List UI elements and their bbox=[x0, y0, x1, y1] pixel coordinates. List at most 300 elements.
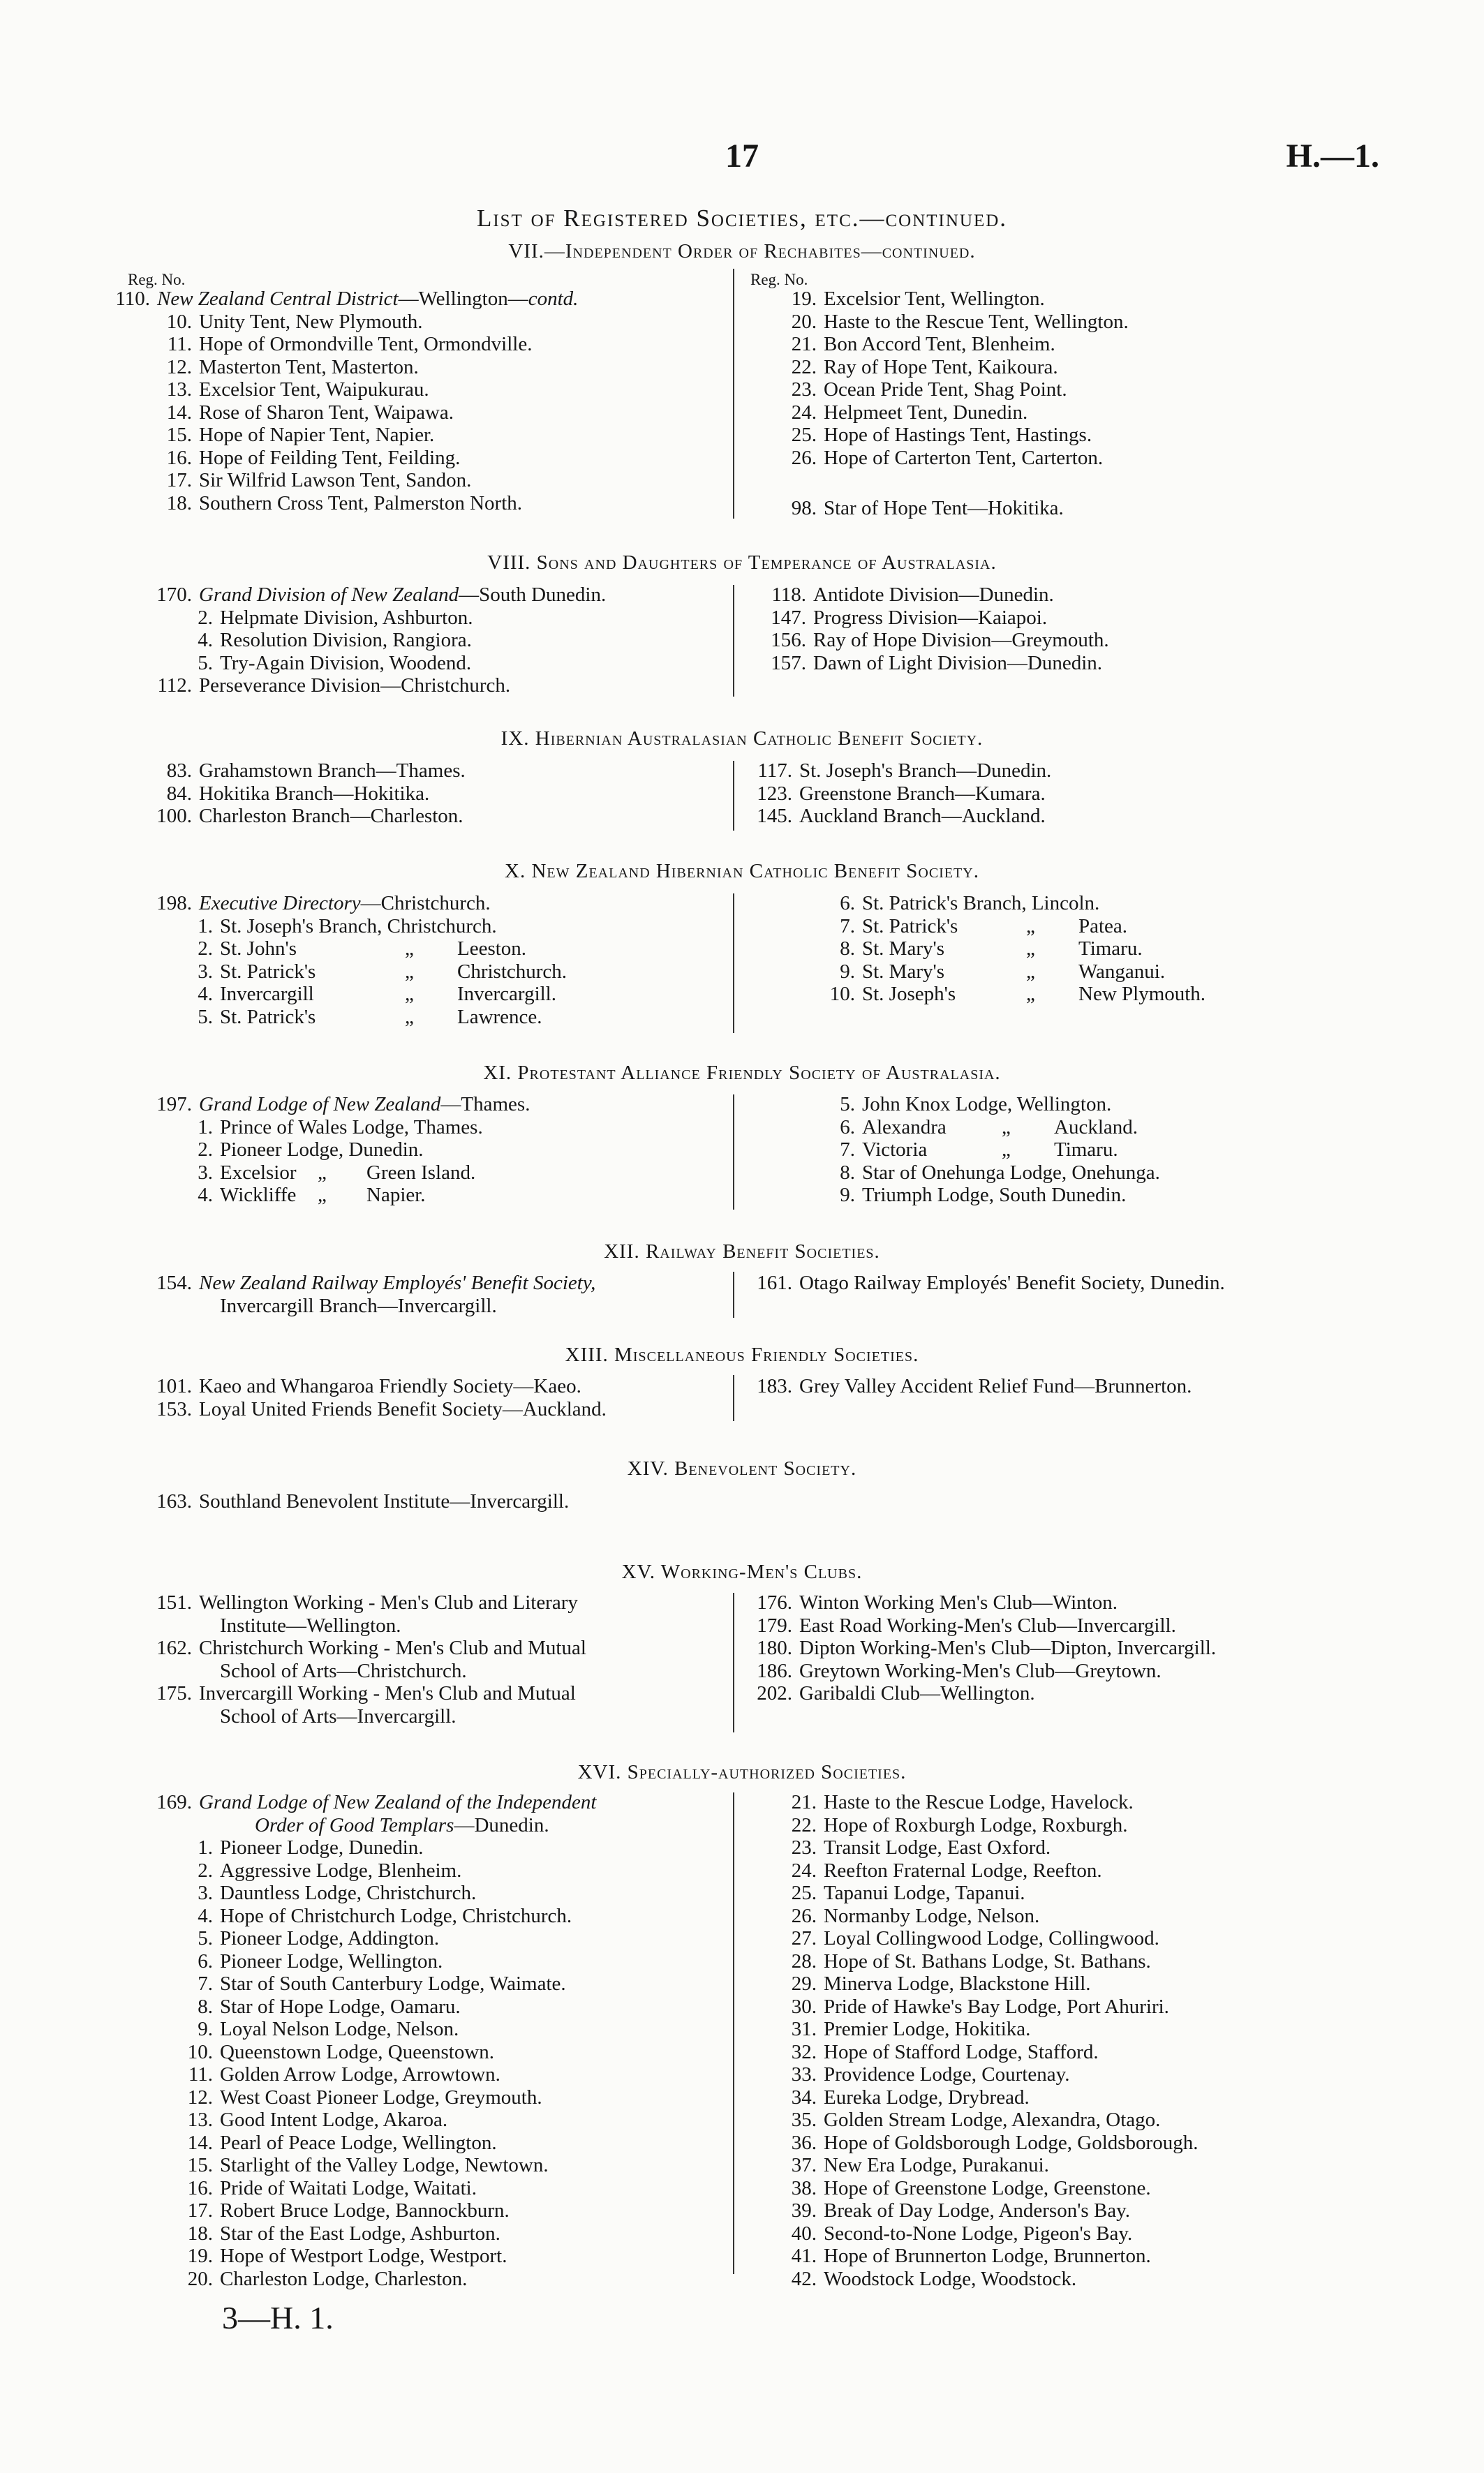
reg-number: 18. bbox=[187, 2222, 213, 2245]
reg-number: 183. bbox=[757, 1375, 792, 1397]
society-name: Prince of Wales Lodge, Thames. bbox=[220, 1115, 483, 1138]
section-vii-left-list bbox=[84, 288, 726, 514]
branch-location: Patea. bbox=[1078, 914, 1128, 937]
reg-number: 6. bbox=[840, 1115, 855, 1138]
section-viii-right-list bbox=[740, 584, 1368, 674]
branch-location: Lawrence. bbox=[457, 1005, 542, 1028]
society-name: Charleston Lodge, Charleston. bbox=[220, 2267, 468, 2290]
section-xii-left-list bbox=[126, 1272, 733, 1317]
society-name: Grey Valley Accident Relief Fund—Brunnerton. bbox=[799, 1375, 1192, 1397]
reg-number: 26. bbox=[791, 1904, 817, 1927]
society-name: Bon Accord Tent, Blenheim. bbox=[824, 333, 1055, 355]
list-item bbox=[750, 2063, 1420, 2086]
society-name: Pride of Hawke's Bay Lodge, Port Ahuriri. bbox=[824, 1995, 1169, 2018]
section-xi-right-list bbox=[789, 1093, 1417, 1207]
reg-number: 8. bbox=[198, 1995, 213, 2018]
branch-location: Auckland. bbox=[1054, 1115, 1138, 1138]
list-item bbox=[726, 782, 1354, 805]
society-name: Reefton Fraternal Lodge, Reefton. bbox=[824, 1859, 1102, 1882]
section-vii-heading: VII.—Independent Order of Rechabites—continued. bbox=[508, 240, 976, 262]
branch-location: Green Island. bbox=[366, 1161, 476, 1184]
society-name: Hope of St. Bathans Lodge, St. Bathans. bbox=[824, 1950, 1151, 1973]
society-name: Hope of Ormondville Tent, Ormondville. bbox=[199, 333, 533, 355]
list-item bbox=[126, 2177, 726, 2200]
reg-number: 22. bbox=[791, 355, 817, 378]
section-ix-heading: IX. Hibernian Australasian Catholic Benefit Society. bbox=[500, 727, 984, 750]
reg-number: 147. bbox=[771, 606, 806, 629]
reg-number: 25. bbox=[791, 1882, 817, 1904]
branch-name: St. Patrick's bbox=[862, 914, 958, 937]
reg-number: 34. bbox=[791, 2086, 817, 2109]
list-item bbox=[750, 2222, 1420, 2245]
reg-number: 4. bbox=[198, 629, 213, 651]
reg-number: 3. bbox=[198, 1882, 213, 1904]
page-number: 17 bbox=[725, 138, 759, 174]
list-item bbox=[740, 629, 1368, 652]
society-name: Excelsior Tent, Wellington. bbox=[824, 288, 1045, 310]
society-name: Hope of Brunnerton Lodge, Brunnerton. bbox=[824, 2245, 1151, 2267]
society-name: Antidote Division—Dunedin. bbox=[813, 584, 1054, 606]
reg-number: 42. bbox=[791, 2267, 817, 2290]
list-item bbox=[126, 1093, 726, 1116]
reg-number: 7. bbox=[198, 1973, 213, 1995]
society-name: Charleston Branch—Charleston. bbox=[199, 805, 463, 827]
list-item bbox=[789, 915, 1417, 938]
society-name: Hope of Westport Lodge, Westport. bbox=[220, 2245, 507, 2267]
branch-location: New Plymouth. bbox=[1078, 983, 1206, 1005]
reg-number: 32. bbox=[791, 2040, 817, 2063]
society-name-continued bbox=[199, 1814, 549, 1837]
branch-name: Invercargill bbox=[220, 983, 314, 1005]
society-name: Try-Again Division, Woodend. bbox=[220, 651, 472, 674]
reg-number: 27. bbox=[791, 1927, 817, 1950]
list-item bbox=[126, 1836, 726, 1859]
ditto-mark: „ bbox=[405, 960, 414, 983]
list-item bbox=[726, 1375, 1354, 1398]
society-name-italic: Grand Division of New Zealand bbox=[199, 584, 459, 606]
reg-number: 4. bbox=[198, 1904, 213, 1927]
section-vii-right-extra bbox=[750, 497, 1379, 520]
reg-number: 157. bbox=[771, 651, 806, 674]
list-item bbox=[84, 378, 726, 401]
society-name: St. Patrick's Branch, Lincoln. bbox=[862, 892, 1100, 914]
ditto-mark: „ bbox=[405, 937, 414, 960]
section-xvi-left-first bbox=[126, 1791, 733, 1836]
reg-number: 18. bbox=[166, 491, 192, 514]
section-xi-heading: XI. Protestant Alliance Friendly Society of Australasia. bbox=[483, 1062, 1001, 1084]
society-name: Eureka Lodge, Drybread. bbox=[824, 2086, 1030, 2109]
list-item bbox=[126, 1184, 726, 1207]
list-item bbox=[126, 607, 726, 630]
reg-number: 10. bbox=[187, 2040, 213, 2063]
reg-number: 20. bbox=[791, 310, 817, 333]
society-name: Hope of Roxburgh Lodge, Roxburgh. bbox=[824, 1813, 1128, 1836]
section-viii-heading: VIII. Sons and Daughters of Temperance of Australasia. bbox=[487, 551, 997, 574]
section-xi-left-list bbox=[126, 1093, 726, 1207]
reg-number: 38. bbox=[791, 2176, 817, 2199]
reg-number: 100. bbox=[156, 805, 192, 827]
society-name: Southern Cross Tent, Palmerston North. bbox=[199, 491, 523, 514]
reg-number: 5. bbox=[840, 1093, 855, 1115]
society-name: Hope of Feilding Tent, Feilding. bbox=[199, 446, 461, 469]
section-xvi-left-list bbox=[126, 1836, 726, 2290]
reg-number: 117. bbox=[757, 759, 792, 782]
section-ix-right-list bbox=[726, 759, 1354, 828]
reg-number: 154. bbox=[156, 1272, 192, 1294]
society-branch: Invercargill Branch—Invercargill. bbox=[220, 1294, 497, 1317]
list-item bbox=[126, 915, 726, 938]
society-name: Woodstock Lodge, Woodstock. bbox=[824, 2267, 1077, 2290]
list-item bbox=[750, 2041, 1420, 2064]
list-item bbox=[750, 424, 1379, 447]
page-title: List of Registered Societies, etc.—continued. bbox=[476, 205, 1008, 232]
section-xv-right-list bbox=[726, 1591, 1396, 1705]
ditto-mark: „ bbox=[318, 1184, 327, 1206]
reg-number: 7. bbox=[840, 1138, 855, 1161]
list-item-continued bbox=[126, 1660, 726, 1683]
list-item bbox=[126, 2041, 726, 2064]
list-item bbox=[750, 401, 1379, 424]
ditto-mark: „ bbox=[405, 983, 414, 1005]
society-name: Auckland Branch—Auckland. bbox=[799, 805, 1046, 827]
section-xv-left-list bbox=[126, 1591, 726, 1728]
reg-number: 7. bbox=[840, 914, 855, 937]
society-name: Tapanui Lodge, Tapanui. bbox=[824, 1882, 1025, 1904]
reg-no-label-left: Reg. No. bbox=[128, 271, 186, 288]
reg-number: 11. bbox=[167, 333, 192, 355]
section-xv-heading: XV. Working-Men's Clubs. bbox=[621, 1561, 863, 1583]
list-item bbox=[750, 2199, 1420, 2222]
list-item bbox=[126, 1950, 726, 1973]
list-item bbox=[126, 983, 726, 1006]
society-name: Pride of Waitati Lodge, Waitati. bbox=[220, 2176, 477, 2199]
society-location: —Dunedin. bbox=[454, 1813, 549, 1836]
society-name: Pioneer Lodge, Addington. bbox=[220, 1927, 440, 1950]
society-name: Robert Bruce Lodge, Bannockburn. bbox=[220, 2199, 510, 2222]
society-name bbox=[199, 1682, 576, 1705]
society-name: Pearl of Peace Lodge, Wellington. bbox=[220, 2131, 497, 2154]
reg-number: 29. bbox=[791, 1973, 817, 1995]
reg-number: 197. bbox=[156, 1093, 192, 1115]
list-item bbox=[126, 2018, 726, 2041]
list-item bbox=[750, 378, 1379, 401]
society-name: Garibaldi Club—Wellington. bbox=[799, 1682, 1035, 1705]
society-location: —Wellington— bbox=[398, 288, 528, 310]
list-item bbox=[750, 2086, 1420, 2109]
list-item bbox=[750, 2109, 1420, 2132]
list-item bbox=[126, 1375, 726, 1398]
list-item-continued bbox=[126, 1705, 726, 1728]
society-name: St. Joseph's Branch, Christchurch. bbox=[220, 914, 497, 937]
ditto-mark: „ bbox=[1026, 914, 1035, 937]
society-name bbox=[199, 584, 606, 607]
reg-number: 8. bbox=[840, 1161, 855, 1184]
list-item bbox=[126, 2154, 726, 2177]
list-item bbox=[126, 2199, 726, 2222]
reg-number: 3. bbox=[198, 960, 213, 983]
society-name: Hope of Napier Tent, Napier. bbox=[199, 424, 435, 446]
reg-number: 153. bbox=[156, 1397, 192, 1420]
list-item bbox=[726, 1614, 1396, 1637]
reg-number: 41. bbox=[791, 2245, 817, 2267]
reg-number: 169. bbox=[156, 1791, 192, 1813]
reg-number: 19. bbox=[187, 2245, 213, 2267]
reg-number: 21. bbox=[791, 1791, 817, 1813]
list-item bbox=[750, 288, 1379, 311]
section-xvi-heading: XVI. Specially-authorized Societies. bbox=[577, 1761, 907, 1783]
branch-location: Christchurch. bbox=[457, 960, 567, 983]
list-item bbox=[126, 1973, 726, 1996]
section-xiii-right-list bbox=[726, 1375, 1354, 1398]
list-item bbox=[84, 469, 726, 492]
society-name-italic-cont: Order of Good Templars bbox=[255, 1813, 454, 1836]
reg-number: 24. bbox=[791, 1859, 817, 1882]
society-name: Winton Working Men's Club—Winton. bbox=[799, 1591, 1118, 1614]
society-name bbox=[199, 1093, 530, 1116]
branch-name: St. Mary's bbox=[862, 960, 945, 983]
society-name: Progress Division—Kaiapoi. bbox=[813, 606, 1048, 629]
ditto-mark: „ bbox=[1026, 983, 1035, 1005]
list-item bbox=[126, 1927, 726, 1950]
list-item bbox=[126, 2063, 726, 2086]
branch-name: St. Patrick's bbox=[220, 1005, 316, 1028]
list-item bbox=[726, 1591, 1396, 1614]
society-name: Queenstown Lodge, Queenstown. bbox=[220, 2040, 495, 2063]
list-item bbox=[126, 2222, 726, 2245]
section-x-left-list bbox=[126, 892, 726, 1028]
branch-name: Victoria bbox=[862, 1138, 928, 1161]
society-name: Minerva Lodge, Blackstone Hill. bbox=[824, 1973, 1091, 1995]
reg-number: 123. bbox=[757, 782, 792, 805]
list-item bbox=[750, 1927, 1420, 1950]
reg-number: 101. bbox=[156, 1375, 192, 1397]
society-name bbox=[220, 983, 556, 1006]
reg-number: 161. bbox=[757, 1272, 792, 1294]
reg-number: 13. bbox=[166, 378, 192, 401]
society-name-line2: Institute—Wellington. bbox=[220, 1614, 401, 1637]
society-name: Hokitika Branch—Hokitika. bbox=[199, 782, 430, 805]
society-name: Greenstone Branch—Kumara. bbox=[799, 782, 1046, 805]
branch-location: Wanganui. bbox=[1078, 960, 1166, 983]
list-item bbox=[126, 1006, 726, 1029]
reg-number: 4. bbox=[198, 1184, 213, 1206]
society-name: Pioneer Lodge, Dunedin. bbox=[220, 1836, 424, 1859]
society-name: Hope of Stafford Lodge, Stafford. bbox=[824, 2040, 1099, 2063]
list-item bbox=[126, 1905, 726, 1928]
list-item bbox=[750, 1973, 1420, 1996]
society-name bbox=[220, 1006, 542, 1029]
reg-number: 156. bbox=[771, 629, 806, 651]
reg-number: 198. bbox=[156, 892, 192, 914]
list-item bbox=[126, 652, 726, 675]
branch-name: Wickliffe bbox=[220, 1184, 297, 1206]
list-item bbox=[726, 1682, 1396, 1705]
section-xiv-list bbox=[126, 1490, 754, 1513]
society-name: Star of South Canterbury Lodge, Waimate. bbox=[220, 1973, 566, 1995]
society-name: East Road Working-Men's Club—Invercargill. bbox=[799, 1614, 1176, 1637]
society-name bbox=[199, 1591, 578, 1614]
list-item bbox=[750, 311, 1379, 334]
list-item bbox=[126, 1138, 726, 1161]
society-name: Normanby Lodge, Nelson. bbox=[824, 1904, 1040, 1927]
reg-number: 13. bbox=[187, 2109, 213, 2131]
society-name-line1: Christchurch Working - Men's Club and Mutual bbox=[199, 1637, 586, 1659]
society-name: Ocean Pride Tent, Shag Point. bbox=[824, 378, 1067, 401]
branch-location: Invercargill. bbox=[457, 983, 556, 1005]
document-reference: H.—1. bbox=[1286, 138, 1379, 174]
society-name: Unity Tent, New Plymouth. bbox=[199, 310, 423, 333]
list-item bbox=[126, 782, 726, 805]
society-name: John Knox Lodge, Wellington. bbox=[862, 1093, 1112, 1115]
reg-number: 19. bbox=[791, 288, 817, 310]
list-item bbox=[126, 584, 726, 607]
list-item bbox=[750, 2154, 1420, 2177]
society-name: Second-to-None Lodge, Pigeon's Bay. bbox=[824, 2222, 1133, 2245]
list-item bbox=[750, 1950, 1420, 1973]
society-location: —South Dunedin. bbox=[459, 584, 607, 606]
list-item bbox=[750, 1859, 1420, 1882]
society-name: Masterton Tent, Masterton. bbox=[199, 355, 419, 378]
ditto-mark: „ bbox=[1026, 960, 1035, 983]
branch-name: St. Joseph's bbox=[862, 983, 956, 1005]
reg-number: 5. bbox=[198, 651, 213, 674]
society-name: Aggressive Lodge, Blenheim. bbox=[220, 1859, 462, 1882]
reg-number: 40. bbox=[791, 2222, 817, 2245]
list-item bbox=[126, 1637, 726, 1660]
list-item bbox=[750, 2132, 1420, 2155]
list-item bbox=[126, 674, 726, 697]
society-name-italic: New Zealand Railway Employés' Benefit Society, bbox=[199, 1272, 596, 1294]
list-item bbox=[789, 1093, 1417, 1116]
reg-number: 145. bbox=[757, 805, 792, 827]
society-name: Dipton Working-Men's Club—Dipton, Invercargill. bbox=[799, 1637, 1217, 1659]
list-item bbox=[750, 2018, 1420, 2041]
reg-number: 17. bbox=[166, 469, 192, 491]
society-name: Golden Stream Lodge, Alexandra, Otago. bbox=[824, 2109, 1161, 2131]
list-item bbox=[84, 288, 726, 311]
branch-location: Timaru. bbox=[1054, 1138, 1118, 1161]
reg-number: 2. bbox=[198, 937, 213, 960]
reg-number: 16. bbox=[187, 2176, 213, 2199]
reg-number: 162. bbox=[156, 1637, 192, 1659]
society-name bbox=[862, 1116, 1138, 1139]
list-item bbox=[789, 937, 1417, 960]
society-location: —Christchurch. bbox=[360, 892, 491, 914]
society-location: —Thames. bbox=[440, 1093, 530, 1115]
list-item bbox=[126, 1116, 726, 1139]
reg-number: 179. bbox=[757, 1614, 792, 1637]
list-item bbox=[126, 2132, 726, 2155]
column-divider bbox=[733, 1792, 734, 2274]
reg-number: 202. bbox=[757, 1682, 792, 1705]
list-item bbox=[126, 805, 726, 828]
society-name: Loyal Nelson Lodge, Nelson. bbox=[220, 2018, 459, 2040]
society-name: Otago Railway Employés' Benefit Society, Dunedin. bbox=[799, 1272, 1225, 1294]
society-name: Haste to the Rescue Lodge, Havelock. bbox=[824, 1791, 1134, 1813]
list-item bbox=[750, 447, 1379, 470]
reg-number: 24. bbox=[791, 401, 817, 424]
reg-number: 10. bbox=[166, 310, 192, 333]
list-item bbox=[750, 1882, 1420, 1905]
reg-number: 16. bbox=[166, 446, 192, 469]
reg-number: 1. bbox=[198, 914, 213, 937]
reg-number: 2. bbox=[198, 1138, 213, 1161]
reg-number: 4. bbox=[198, 983, 213, 1005]
branch-name: St. Patrick's bbox=[220, 960, 316, 983]
society-name: Providence Lodge, Courtenay. bbox=[824, 2063, 1070, 2086]
reg-number: 3. bbox=[198, 1161, 213, 1184]
section-ix-left-list bbox=[126, 759, 726, 828]
list-item bbox=[84, 492, 726, 515]
reg-number: 28. bbox=[791, 1950, 817, 1973]
society-name: Star of Hope Tent—Hokitika. bbox=[824, 497, 1064, 519]
reg-number: 26. bbox=[791, 446, 817, 469]
reg-number: 1. bbox=[198, 1836, 213, 1859]
society-name: Pioneer Lodge, Dunedin. bbox=[220, 1138, 424, 1161]
list-item bbox=[726, 1660, 1396, 1683]
society-name bbox=[862, 915, 1127, 938]
reg-number: 2. bbox=[198, 606, 213, 629]
society-name: Golden Arrow Lodge, Arrowtown. bbox=[220, 2063, 500, 2086]
list-item bbox=[126, 2086, 726, 2109]
society-name: Perseverance Division—Christchurch. bbox=[199, 674, 511, 697]
society-name bbox=[157, 288, 578, 311]
society-name: Kaeo and Whangaroa Friendly Society—Kaeo. bbox=[199, 1375, 581, 1397]
reg-number: 170. bbox=[156, 584, 192, 606]
society-name-line1: Wellington Working - Men's Club and Literary bbox=[199, 1591, 578, 1614]
ditto-mark: „ bbox=[405, 1005, 414, 1028]
society-name bbox=[199, 1791, 596, 1814]
reg-number: 180. bbox=[757, 1637, 792, 1659]
branch-name: Excelsior bbox=[220, 1161, 297, 1184]
society-name bbox=[199, 1637, 586, 1660]
list-item bbox=[789, 960, 1417, 983]
branch-location: Timaru. bbox=[1078, 937, 1143, 960]
reg-number: 8. bbox=[840, 937, 855, 960]
section-xiv-heading: XIV. Benevolent Society. bbox=[627, 1457, 857, 1480]
list-item bbox=[84, 424, 726, 447]
list-item bbox=[126, 1591, 726, 1614]
reg-number: 37. bbox=[791, 2154, 817, 2176]
list-item bbox=[84, 401, 726, 424]
reg-number: 2. bbox=[198, 1859, 213, 1882]
column-divider bbox=[733, 893, 734, 1033]
reg-number: 23. bbox=[791, 378, 817, 401]
ditto-mark: „ bbox=[1002, 1138, 1011, 1161]
society-name-line1: Invercargill Working - Men's Club and Mutual bbox=[199, 1682, 576, 1705]
reg-number: 15. bbox=[187, 2154, 213, 2176]
reg-number: 83. bbox=[166, 759, 192, 782]
reg-number: 84. bbox=[166, 782, 192, 805]
list-item bbox=[750, 1996, 1420, 2019]
list-item bbox=[84, 356, 726, 379]
column-divider bbox=[733, 269, 734, 519]
list-item bbox=[789, 892, 1417, 915]
society-name: Grahamstown Branch—Thames. bbox=[199, 759, 466, 782]
reg-number: 22. bbox=[791, 1813, 817, 1836]
list-item bbox=[726, 805, 1354, 828]
society-name: Transit Lodge, East Oxford. bbox=[824, 1836, 1051, 1859]
society-name: Ray of Hope Division—Greymouth. bbox=[813, 629, 1109, 651]
section-vii-right-list bbox=[750, 288, 1379, 469]
reg-number: 5. bbox=[198, 1005, 213, 1028]
reg-number: 15. bbox=[166, 424, 192, 446]
list-item bbox=[789, 1184, 1417, 1207]
society-name: Hope of Goldsborough Lodge, Goldsborough. bbox=[824, 2131, 1199, 2154]
society-name: Star of Onehunga Lodge, Onehunga. bbox=[862, 1161, 1160, 1184]
reg-number: 14. bbox=[166, 401, 192, 424]
list-item bbox=[84, 311, 726, 334]
